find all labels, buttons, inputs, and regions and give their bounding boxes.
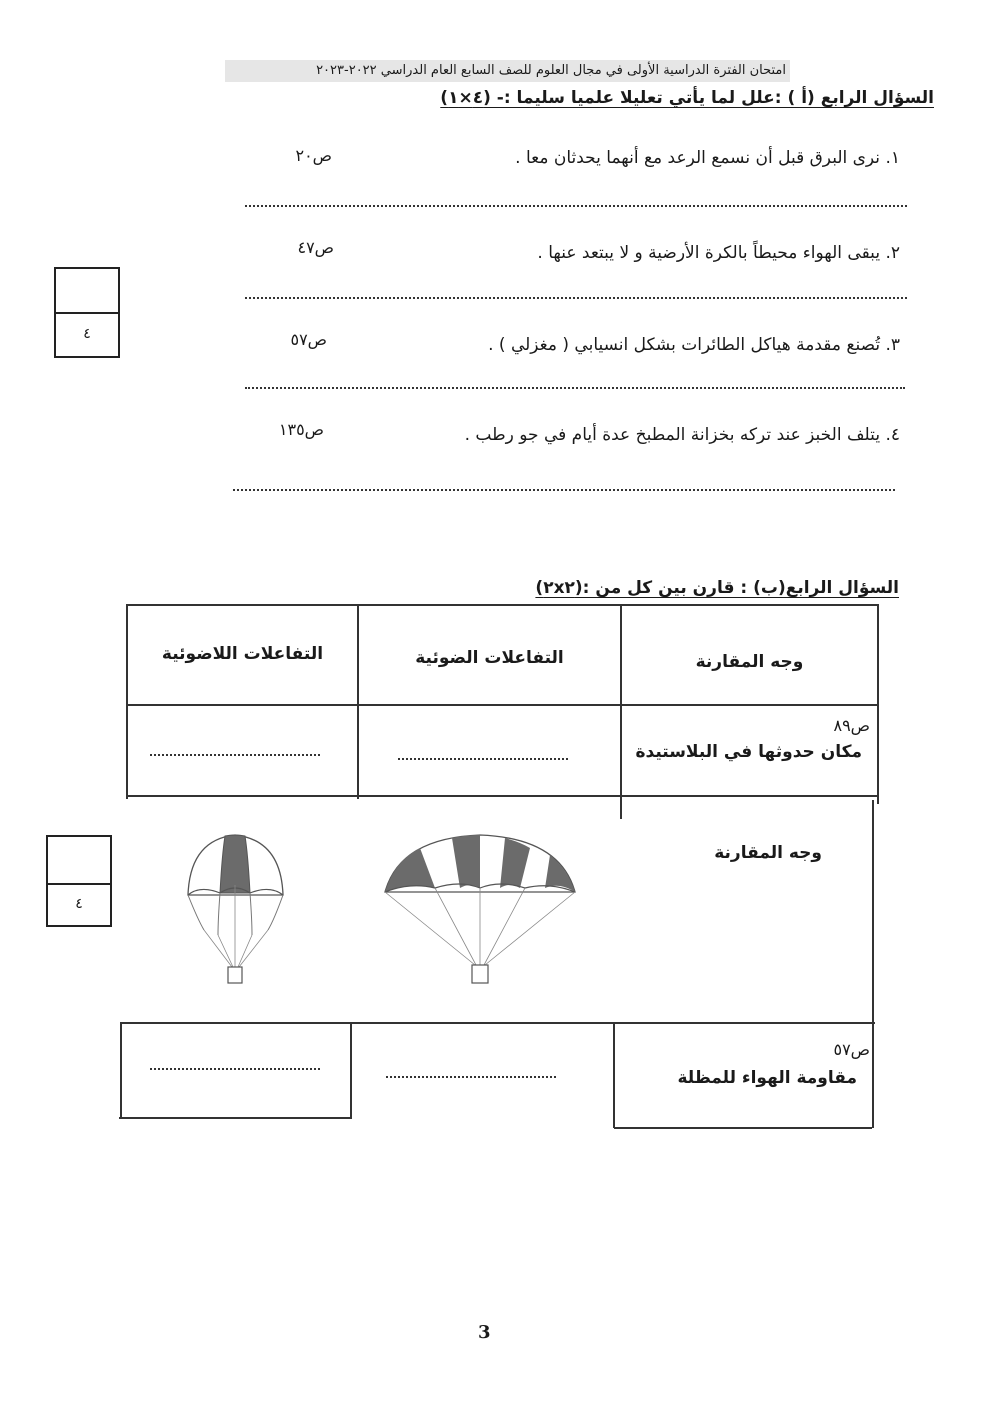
question-item-4: ٤. يتلف الخبز عند تركه بخزانة المطبخ عدة أيام في جو رطب . [464,425,900,445]
parachute-large-icon [380,830,580,995]
score-value-a: ٤ [83,326,91,342]
score-box-b [46,835,112,927]
page-ref-2: ص٤٧ [297,238,334,257]
page-ref-1: ص٢٠ [295,146,332,165]
section-a-title: السؤال الرابع (أ ) :علل لما يأتي تعليلا علميا سليما :- (٤×١) [440,88,934,108]
header-aspect: وجه المقارنة [695,652,804,672]
row3-large-answer[interactable] [150,1068,320,1070]
question-item-3: ٣. تُصنع مقدمة هياكل الطائرات بشكل انسيابي ( مغزلي ) . [488,335,900,355]
page-ref-3: ص٥٧ [290,330,327,349]
page-number: 3 [478,1322,491,1343]
row1-page-ref: ص٨٩ [833,716,870,735]
header-dark-reactions: التفاعلات اللاضوئية [161,644,324,664]
exam-header: امتحان الفترة الدراسية الأولى في مجال العلوم للصف السابع العام الدراسي ٢٠٢٢-٢٠٢٣ [225,60,790,82]
header-light-reactions: التفاعلات الضوئية [415,648,564,668]
row3-small-answer[interactable] [386,1076,556,1078]
row3-label: مقاومة الهواء للمظلة [677,1068,857,1088]
page-ref-4: ص١٣٥ [278,420,324,439]
question-item-2: ٢. يبقى الهواء محيطاً بالكرة الأرضية و لا يبتعد عنها . [537,243,900,263]
row1-light-answer[interactable] [398,758,568,760]
row1-label: مكان حدوثها في البلاستيدة [635,742,862,762]
score-value-b: ٤ [75,896,83,912]
section-b-title: السؤال الرابع(ب) : قارن بين كل من :(٢x٢) [535,578,899,598]
row2-label: وجه المقارنة [714,843,822,863]
question-item-1: ١. نرى البرق قبل أن نسمع الرعد مع أنهما يحدثان معا . [515,148,900,168]
parachute-small-icon [178,825,293,993]
row1-dark-answer[interactable] [150,754,320,756]
row3-page-ref: ص٥٧ [833,1040,870,1059]
